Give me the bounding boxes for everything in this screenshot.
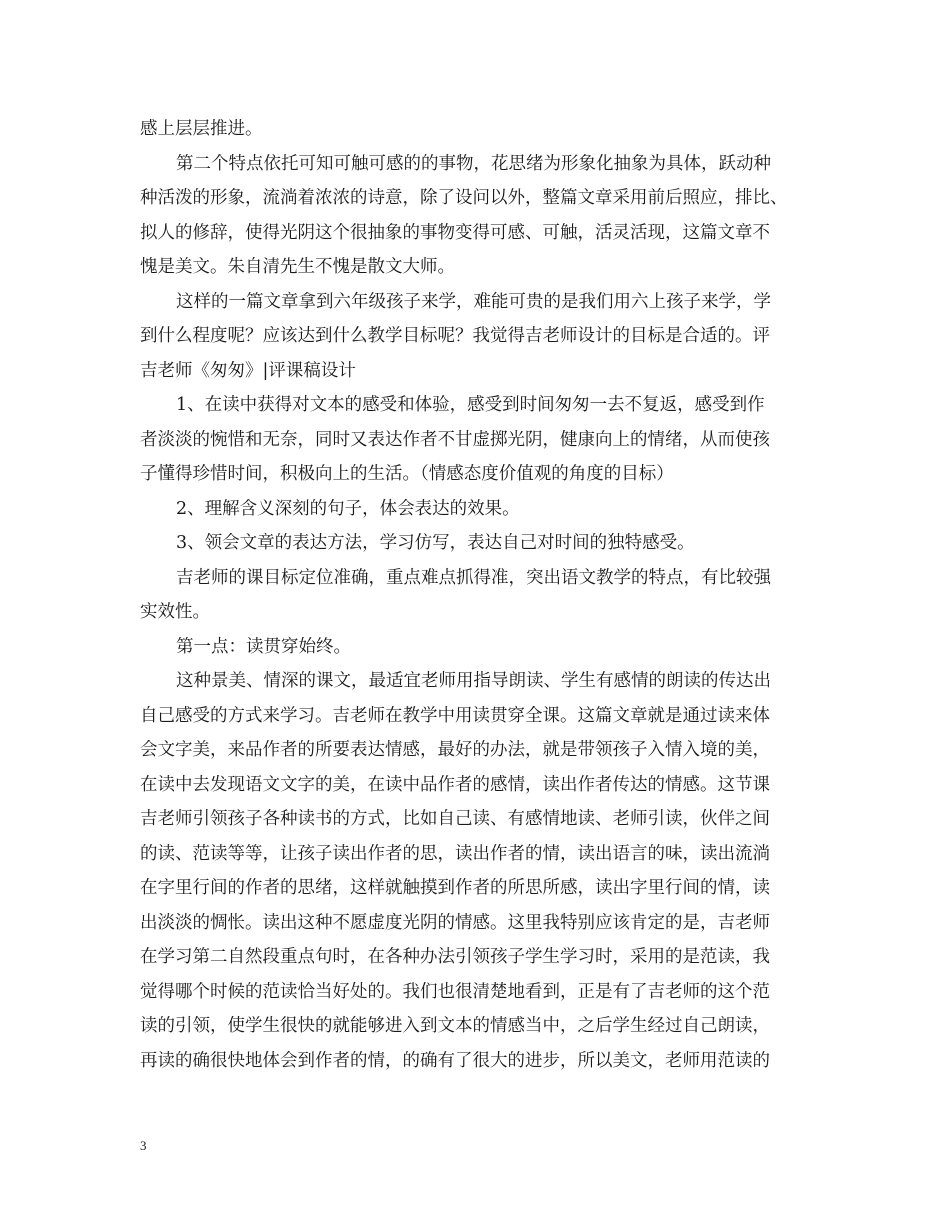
text-line: 愧是美文。朱自清先生不愧是散文大师。 bbox=[140, 257, 455, 277]
text-line: 自己感受的方式来学习。吉老师在教学中用读贯穿全课。这篇文章就是通过读来体 bbox=[140, 705, 770, 726]
text-line: 者淡淡的惋惜和无奈，同时又表达作者不甘虚掷光阴，健康向上的情绪，从而使孩 bbox=[140, 429, 770, 450]
text-line: 这样的一篇文章拿到六年级孩子来学，难能可贵的是我们用六上孩子来学，学 bbox=[176, 291, 771, 312]
text-line: 2、理解含义深刻的句子，体会表达的效果。 bbox=[176, 498, 520, 519]
text-line: 这种景美、情深的课文，最适宜老师用指导朗读、学生有感情的朗读的传达出 bbox=[176, 671, 771, 691]
text-line: 拟人的修辞，使得光阴这个很抽象的事物变得可感、可触，活灵活现，这篇文章不 bbox=[140, 222, 770, 243]
text-line: 第二个特点依托可知可触可感的的事物，花思绪为形象化抽象为具体，跃动种 bbox=[176, 153, 771, 174]
text-line: 在学习第二自然段重点句时，在各种办法引领孩子学生学习时，采用的是范读，我 bbox=[140, 947, 770, 967]
text-line: 吉老师的课目标定位准确，重点难点抓得准，突出语文教学的特点，有比较强 bbox=[176, 567, 771, 588]
text-line: 在字里行间的作者的思绪，这样就触摸到作者的所思所感，读出字里行间的情，读 bbox=[140, 878, 770, 898]
text-line: 3、领会文章的表达方法，学习仿写，表达自己对时间的独特感受。 bbox=[176, 533, 695, 553]
document-body bbox=[140, 112, 810, 1078]
text-line: 在读中去发现语文文字的美，在读中品作者的感情，读出作者传达的情感。这节课 bbox=[140, 774, 770, 795]
text-line: 吉老师《匆匆》|评课稿设计 bbox=[140, 360, 356, 381]
text-line: 觉得哪个时候的范读恰当好处的。我们也很清楚地看到，正是有了吉老师的这个范 bbox=[140, 981, 770, 1002]
text-line: 感上层层推进。 bbox=[140, 119, 263, 139]
text-line: 出淡淡的惆怅。读出这种不愿虚度光阴的情感。这里我特别应该肯定的是，吉老师 bbox=[140, 912, 770, 933]
text-line: 吉老师引领孩子各种读书的方式，比如自己读、有感情地读、老师引读，伙伴之间 bbox=[140, 809, 770, 829]
text-line: 第一点：读贯穿始终。 bbox=[176, 636, 351, 657]
page-number: 3 bbox=[140, 1138, 147, 1153]
text-line: 实效性。 bbox=[140, 602, 210, 622]
text-line: 子懂得珍惜时间，积极向上的生活。（情感态度价值观的角度的目标） bbox=[140, 464, 674, 484]
text-line: 的读、范读等等，让孩子读出作者的思，读出作者的情，读出语言的味，读出流淌 bbox=[140, 843, 770, 864]
text-line: 会文字美，来品作者的所要表达情感，最好的办法，就是带领孩子入情入境的美， bbox=[140, 740, 770, 760]
text-line: 种活泼的形象，流淌着浓浓的诗意，除了设问以外，整篇文章采用前后照应，排比、 bbox=[140, 188, 788, 208]
text-line: 1、在读中获得对文本的感受和体验，感受到时间匆匆一去不复返，感受到作 bbox=[176, 395, 765, 415]
text-line: 读的引领，使学生很快的就能够进入到文本的情感当中，之后学生经过自己朗读， bbox=[140, 1016, 770, 1036]
text-line: 再读的确很快地体会到作者的情，的确有了很大的进步，所以美文，老师用范读的 bbox=[140, 1050, 770, 1071]
text-line: 到什么程度呢？应该达到什么教学目标呢？我觉得吉老师设计的目标是合适的。评 bbox=[140, 326, 770, 346]
